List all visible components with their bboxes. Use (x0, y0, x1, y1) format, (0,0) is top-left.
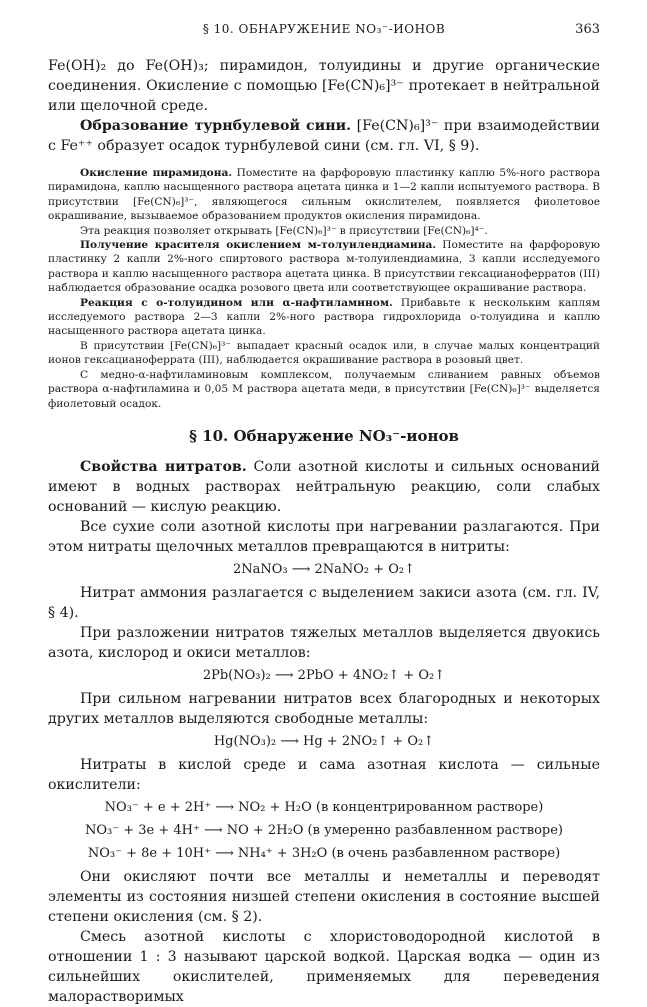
ammonium-nitrate-paragraph: Нитрат аммония разлагается с выделением закиси азота (см. гл. IV, § 4). (48, 584, 600, 621)
aqua-regia-paragraph: Смесь азотной кислоты с хлористоводородной кислотой в отношении 1 : 3 называют царской водкой. Царская водка — один из сильнейших окислителей, применяемых для переведения малорастворимых (48, 928, 600, 1005)
equation-6: NO₃⁻ + 8e + 10H⁺ ⟶ NH₄⁺ + 3H₂O (в очень разбавленном растворе) (87, 845, 561, 861)
header-title: § 10. ОБНАРУЖЕНИЕ NO₃⁻-ИОНОВ (202, 22, 446, 36)
toluylenediamine-paragraph (48, 238, 600, 296)
heavy-metals-paragraph: При разложении нитратов тяжелых металлов выделяется двуокись азота, кислород и окиси металлов: (48, 624, 600, 661)
pyramidon-paragraph (48, 166, 600, 224)
section-title: § 10. Обнаружение NO₃⁻-ионов (189, 426, 459, 445)
turnbull-heading: Образование турнбулевой сини. (80, 118, 352, 134)
copper-complex-paragraph: С медно-α-нафтиламиновым комплексом, получаемым сливанием равных объемов раствора α-нафтиламина и 0,05 М раствора ацетата меди, в присутствии [Fe(CN)₆]³⁻ выделяется фиолетовый осадок. (48, 368, 600, 410)
red-precipitate-paragraph: В присутствии [Fe(CN)₆]³⁻ выпадает красный осадок или, в случае малых концентраций ионов гексацианоферрата (III), наблюдается окрашивание раствора в розовый цвет. (48, 339, 600, 367)
toluylenediamine-text: Поместите на фарфоровую пластинку 2 капли 2%-ного спиртового раствора м-толуилендиамина, 3 капли исследуемого раствора и каплю насыщенного раствора ацетата цинка. В присутствии гексацианоферратов (III) наблюдается образование осадка розового цвета или соответствующее окрашивание раствора. (48, 239, 600, 295)
equation-4: NO₃⁻ + e + 2H⁺ ⟶ NO₂ + H₂O (в концентрированном растворе) (104, 799, 544, 815)
reaction-note: Эта реакция позволяет открывать [Fe(CN)₆]³⁻ в присутствии [Fe(CN)₆]⁴⁻. (80, 224, 488, 237)
nitrate-properties-heading: Свойства нитратов. (80, 458, 247, 475)
toluylenediamine-heading: Получение красителя окислением м-толуилендиамина. (80, 239, 437, 252)
pyramidon-heading: Окисление пирамидона. (80, 167, 233, 179)
turnbull-text: [Fe(CN)₆]³⁻ при взаимодействии с Fe⁺⁺ образует осадок турнбулевой сини (см. гл. VI, § 9). (48, 118, 600, 154)
oxidation-paragraph: Они окисляют почти все металлы и неметаллы и переводят элементы из состояния низшей степени окисления в состояние высшей степени окисления (см. § 2). (48, 868, 600, 925)
pyramidon-text: Поместите на фарфоровую пластинку каплю 5%-ного раствора пирамидона, каплю насыщенного раствора ацетата цинка и 1—2 капли испытуемого раствора. В присутствии [Fe(CN)₆]³⁻, являющегося сильным окислителем, появляется фиолетовое окрашивание, вызываемое образованием продуктов окисления пирамидона. (48, 167, 601, 223)
oxidizers-paragraph: Нитраты в кислой среде и сама азотная кислота — сильные окислители: (48, 756, 600, 793)
toluidine-heading: Реакция с о-толуидином или α-нафтиламином. (80, 296, 393, 309)
paragraph-1: Fe(OH)₂ до Fe(OH)₃; пирамидон, толуидины и другие органические соединения. Окисление с помощью [Fe(CN)₆]³⁻ протекает в нейтральной или щелочной среде. (48, 58, 600, 114)
paragraph-turnbull (48, 116, 600, 156)
equation-5: NO₃⁻ + 3e + 4H⁺ ⟶ NO + 2H₂O (в умеренно разбавленном растворе) (84, 822, 564, 838)
toluidine-paragraph (48, 296, 600, 339)
decomposition-paragraph: Все сухие соли азотной кислоты при нагревании разлагаются. При этом нитраты щелочных металлов превращаются в нитриты: (48, 518, 600, 555)
page-number: 363 (575, 22, 600, 37)
equation-1: 2NaNO₃ ⟶ 2NaNO₂ + O₂↑ (232, 561, 416, 577)
nitrate-properties-paragraph (48, 457, 600, 517)
noble-metals-paragraph: При сильном нагревании нитратов всех благородных и некоторых других металлов выделяются свободные металлы: (48, 690, 600, 727)
equation-2: 2Pb(NO₃)₂ ⟶ 2PbO + 4NO₂↑ + O₂↑ (202, 667, 446, 683)
nitrate-properties-text: Соли азотной кислоты и сильных оснований имеют в водных растворах нейтральную реакцию, соли слабых оснований — кислую реакцию. (48, 458, 600, 515)
toluidine-text: Прибавьте к нескольким каплям исследуемого раствора 2—3 капли 2%-ного раствора гидрохлорида о-толуидина и каплю насыщенного раствора ацетата цинка. (48, 296, 600, 338)
page-body (48, 56, 600, 1007)
equation-3: Hg(NO₃)₂ ⟶ Hg + 2NO₂↑ + O₂↑ (213, 733, 435, 749)
running-header (48, 22, 600, 42)
